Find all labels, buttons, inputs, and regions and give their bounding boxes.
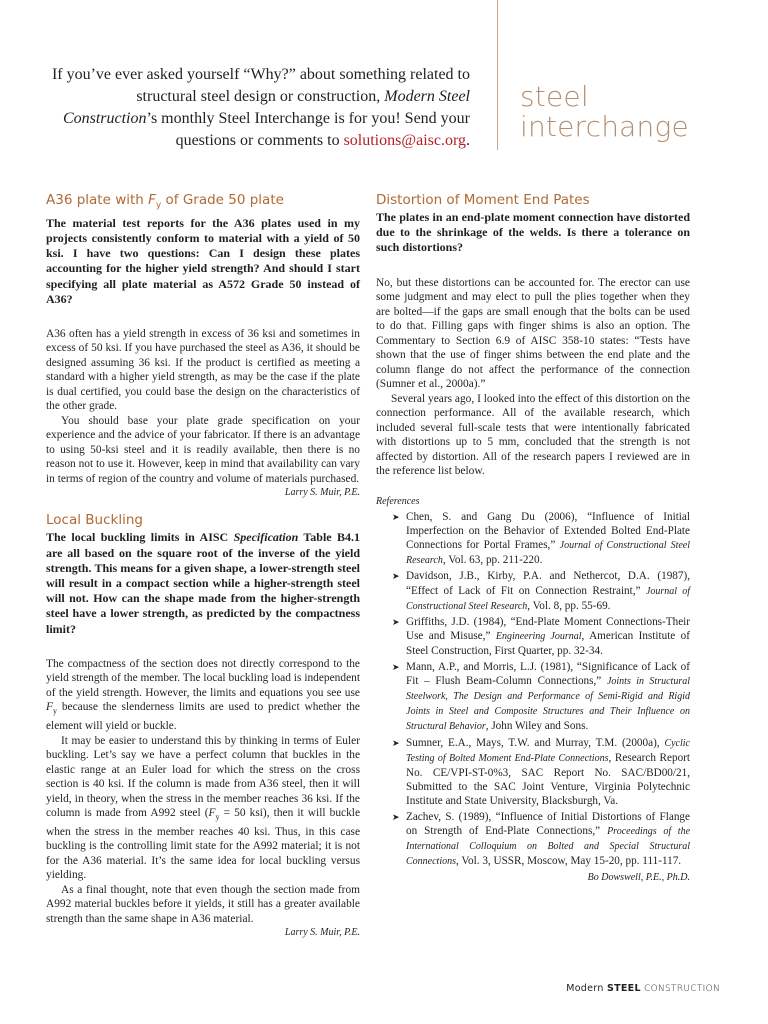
reference-item: ➤ Zachev, S. (1989), “Influence of Initial Distortions of Flange on Strength of End-Plate Connections,” Proceedings of the International Colloquium on Bolted and Special Structural Connections, Vol. 3, USSR, Moscow, May 15-20, pp. 111-117. xyxy=(392,810,691,868)
magazine-name: Modern Steel Construction xyxy=(62,88,470,127)
reference-item: ➤ Chen, S. and Gang Du (2006), “Influence of Initial Imperfection on the Behavior of Extended Bolted End-Plate Connections for Portal Frames,” Journal of Constructional Steel Research, Vol. 63, pp. 211-220. xyxy=(392,510,690,567)
left-column xyxy=(46,192,360,946)
arrow-bullet-icon: ➤ xyxy=(392,737,400,748)
arrow-bullet-icon: ➤ xyxy=(392,617,400,628)
steel-interchange-logo: steel interchange xyxy=(520,80,689,143)
right-column xyxy=(376,192,690,891)
answer-paragraph: As a final thought, note that even though the section made from A992 material buckles before it yields, it still has a greater available strength than the same shape in A36 material. xyxy=(46,883,360,925)
arrow-bullet-icon: ➤ xyxy=(392,571,400,582)
header-divider xyxy=(497,0,498,150)
question-a36-plate: The material test reports for the A36 plates used in my projects consistently conform to material with a yield of 50 ksi. I have two questions: Can I design these plates accounting for the higher yield strength? And should I start specifying all plate material as A572 Grade 50 instead of A36? xyxy=(46,215,360,306)
section-title-a36-plate: A36 plate with $F_y$ of Grade 50 plate xyxy=(46,192,284,211)
reference-item: ➤ Griffiths, J.D. (1984), “End-Plate Moment Connections-Their Use and Misuse,” Engineering Journal, American Institute of Steel Construction, First Quarter, pp. 32-34. xyxy=(392,616,690,658)
arrow-bullet-icon: ➤ xyxy=(392,811,400,822)
section-title-distortion: Distortion of Moment End Pates xyxy=(376,192,590,208)
arrow-bullet-icon: ➤ xyxy=(392,661,400,672)
author-signature: Larry S. Muir, P.E. xyxy=(284,927,360,939)
reference-item: ➤ Davidson, J.B., Kirby, P.A. and Nethercot, D.A. (1987), “Effect of Lack of Fit on Connection Restraint,” Journal of Constructional Steel Research, Vol. 8, pp. 55-69. xyxy=(392,570,690,612)
intro-text-2: ’s monthly Steel Interchange is for you! Send your questions or comments to xyxy=(146,110,470,149)
author-signature: Bo Dowswell, P.E., Ph.D. xyxy=(587,872,690,884)
references-heading: References xyxy=(376,495,420,507)
section-title-local-buckling: Local Buckling xyxy=(46,512,143,529)
author-signature: Larry S. Muir, P.E. xyxy=(284,487,360,499)
answer-paragraph: The compactness of the section does not directly correspond to the yield strength of the member. The local buckling load is independent of the yield strength. However, the limits and equations you see use $F_y$ because the slenderness limits are used to predict whether the element will yield or buckle. xyxy=(46,657,360,733)
answer-paragraph: It may be easier to understand this by thinking in terms of Euler buckling. Let’s say we have a perfect column that buckles in the elastic range at an Euler load for which the stress on the cross section is 40 ksi. If the column is made from A36 steel, then it will yield, in theory, when the stress in the member reaches 36 ksi. If the column is made from A992 steel ($F_y = 50$ ksi), then it will buckle when the stress in the member reaches 40 ksi. Thus, in this case buckling is the controlling limit state for the A992 material; it is not for the A36 material. It’s the same idea for local buckling versus yielding. xyxy=(46,734,360,882)
footer-magazine-name: Modern STEEL CONSTRUCTION xyxy=(566,983,720,994)
email-link[interactable]: solutions@aisc.org xyxy=(343,132,466,149)
arrow-bullet-icon: ➤ xyxy=(392,511,400,522)
reference-item: ➤ Sumner, E.A., Mays, T.W. and Murray, T.M. (2000a), Cyclic Testing of Bolted Moment End-Plate Connections, Research Report No. CE/VPI-ST-0%3, SAC Report No. SAC/BD00/21, Submitted to the SAC Joint Venture, Virginia Polytechnic Institute and State University, Blacksburgh, Va. xyxy=(392,736,691,808)
answer-paragraph: Several years ago, I looked into the effect of this distortion on the connection performance. All of the available research, which included several full-scale tests that were intentionally fabricated with distortions up to 5 mm, concluded that the strength is not affected by distortion. All of the research papers I reviewed are in the reference list below. xyxy=(376,392,690,478)
intro-paragraph: If you’ve ever asked yourself “Why?” about something related to structural steel design or construction, Modern Steel Construction’s monthly Steel Interchange is for you! Send your questions or comments to solutions@aisc.org. xyxy=(51,66,470,149)
intro-text: If you’ve ever asked yourself “Why?” about something related to structural steel design or construction, xyxy=(51,66,470,105)
reference-item: ➤ Mann, A.P., and Morris, L.J. (1981), “Significance of Lack of Fit – Flush Beam-Column Connections,” Joints in Structural Steelwork, The Design and Performance of Semi-Rigid and Rigid Joints in Steel and Composite Structures and Their Influence on Structural Behavior, John Wiley and Sons. xyxy=(392,660,690,733)
answer-paragraph: A36 often has a yield strength in excess of 36 ksi and sometimes in excess of 50 ksi. If you have purchased the steel as A36, it should be designed assuming 36 ksi. If the product is certified as meeting a standard with a higher yield strength, as may be the case if the plate is dual certified, you could base the design on the characteristics of the other grade. xyxy=(46,327,360,413)
answer-paragraph: No, but these distortions can be accounted for. The erector can use some judgment and may elect to pull the plies together when they are bolted—if the gaps are small enough that the bolts can be used to do that. Filling gaps with finger shims is also an option. The Commentary to Section 6.9 of AISC 358-10 states: “Tests have shown that the use of finger shims between the end plate and the column flange do not affect the performance of the connection (Sumner et al., 2000a).” xyxy=(376,276,690,391)
question-local-buckling: The local buckling limits in AISC Specification Table B4.1 are all based on the square root of the inverse of the yield strength. This means for a given shape, a lower-strength steel will result in a compact section while a higher-strength steel will not. How can the shape made from the higher-strength steel have a lower strength, as predicted by the compactness limit? xyxy=(46,530,361,636)
question-distortion: The plates in an end-plate moment connection have distorted due to the shrinkage of the welds. Is there a tolerance on such distortions? xyxy=(376,210,690,255)
answer-paragraph: You should base your plate grade specification on your experience and the advice of your fabricator. If there is an advantage to using 50-ksi steel and it is readily available, then there is no reason not to use it. However, keep in mind that availability can vary in terms of region of the country and volume of materials purchased. xyxy=(46,414,360,485)
